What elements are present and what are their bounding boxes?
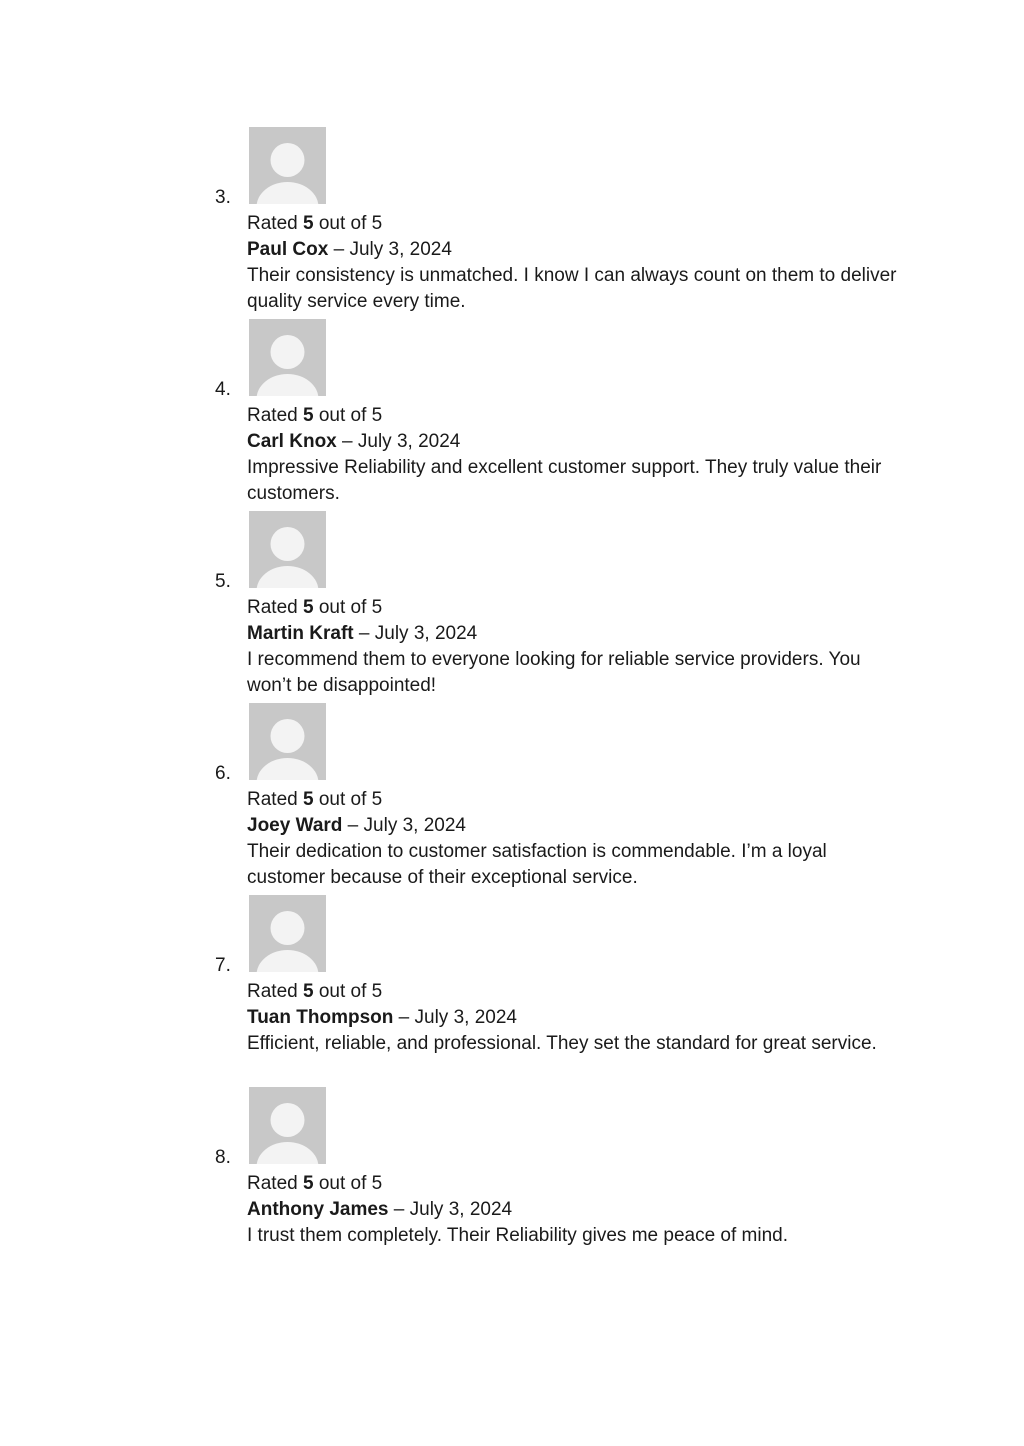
review-item bbox=[0, 703, 1024, 895]
review-date: July 3, 2024 bbox=[349, 239, 452, 260]
review-number: 6. bbox=[215, 763, 231, 784]
author-line bbox=[247, 813, 907, 839]
date-separator: – bbox=[393, 1199, 405, 1220]
default-user-avatar-icon bbox=[249, 511, 326, 588]
rating-prefix: Rated bbox=[247, 1173, 298, 1194]
review-author: Carl Knox bbox=[247, 431, 337, 452]
review-author: Paul Cox bbox=[247, 239, 329, 260]
author-line bbox=[247, 1197, 907, 1223]
review-text: I trust them completely. Their Reliability gives me peace of mind. bbox=[247, 1225, 789, 1246]
review-text: Impressive Reliability and excellent customer support. They truly value their customers. bbox=[247, 457, 882, 504]
author-line bbox=[247, 1005, 907, 1031]
review-item bbox=[0, 127, 1024, 319]
rating-line bbox=[247, 403, 907, 429]
rating-line bbox=[247, 787, 907, 813]
rating-line bbox=[247, 595, 907, 621]
rating-suffix: out of 5 bbox=[318, 213, 383, 234]
review-number: 3. bbox=[215, 187, 231, 208]
author-line bbox=[247, 621, 907, 647]
review-author: Martin Kraft bbox=[247, 623, 354, 644]
review-author: Joey Ward bbox=[247, 815, 343, 836]
review-date: July 3, 2024 bbox=[357, 431, 461, 452]
review-author: Tuan Thompson bbox=[247, 1007, 394, 1028]
review-author: Anthony James bbox=[247, 1199, 389, 1220]
date-separator: – bbox=[398, 1007, 410, 1028]
avatar bbox=[249, 895, 326, 972]
avatar bbox=[249, 1087, 326, 1164]
rating-value: 5 bbox=[302, 405, 314, 426]
review-date: July 3, 2024 bbox=[363, 815, 466, 836]
review-item bbox=[0, 511, 1024, 703]
rating-suffix: out of 5 bbox=[318, 981, 383, 1002]
review-number: 7. bbox=[215, 955, 231, 976]
date-separator: – bbox=[358, 623, 370, 644]
rating-line bbox=[247, 979, 907, 1005]
review-date: July 3, 2024 bbox=[409, 1199, 513, 1220]
review-date: July 3, 2024 bbox=[414, 1007, 517, 1028]
rating-suffix: out of 5 bbox=[318, 405, 383, 426]
review-body bbox=[247, 595, 907, 699]
review-body bbox=[247, 787, 907, 891]
default-user-avatar-icon bbox=[249, 1087, 326, 1164]
rating-suffix: out of 5 bbox=[318, 597, 383, 618]
rating-value: 5 bbox=[302, 1173, 314, 1194]
review-body bbox=[247, 979, 907, 1057]
rating-suffix: out of 5 bbox=[318, 1173, 383, 1194]
rating-line bbox=[247, 1171, 907, 1197]
rating-prefix: Rated bbox=[247, 597, 298, 618]
review-item bbox=[0, 895, 1024, 1087]
review-item bbox=[0, 1087, 1024, 1279]
rating-value: 5 bbox=[302, 981, 314, 1002]
rating-value: 5 bbox=[302, 597, 314, 618]
review-text: Their consistency is unmatched. I know I can always count on them to deliver quality service every time. bbox=[247, 265, 897, 312]
review-number: 5. bbox=[215, 571, 231, 592]
review-text: Their dedication to customer satisfaction is commendable. I’m a loyal customer because of their exceptional service. bbox=[247, 841, 827, 888]
default-user-avatar-icon bbox=[249, 127, 326, 204]
rating-suffix: out of 5 bbox=[318, 789, 383, 810]
review-list bbox=[0, 127, 1024, 1279]
avatar bbox=[249, 511, 326, 588]
avatar bbox=[249, 703, 326, 780]
author-line bbox=[247, 429, 907, 455]
default-user-avatar-icon bbox=[249, 319, 326, 396]
rating-prefix: Rated bbox=[247, 789, 298, 810]
rating-value: 5 bbox=[302, 789, 314, 810]
review-body bbox=[247, 211, 907, 315]
avatar bbox=[249, 127, 326, 204]
review-text: Efficient, reliable, and professional. They set the standard for great service. bbox=[247, 1033, 877, 1054]
default-user-avatar-icon bbox=[249, 703, 326, 780]
date-separator: – bbox=[347, 815, 359, 836]
date-separator: – bbox=[333, 239, 345, 260]
review-text: I recommend them to everyone looking for reliable service providers. You won’t be disappointed! bbox=[247, 649, 861, 696]
rating-prefix: Rated bbox=[247, 405, 298, 426]
rating-prefix: Rated bbox=[247, 213, 298, 234]
review-item bbox=[0, 319, 1024, 511]
author-line bbox=[247, 237, 907, 263]
review-date: July 3, 2024 bbox=[374, 623, 478, 644]
rating-line bbox=[247, 211, 907, 237]
review-body bbox=[247, 1171, 907, 1249]
review-body bbox=[247, 403, 907, 507]
avatar bbox=[249, 319, 326, 396]
review-number: 4. bbox=[215, 379, 231, 400]
review-number: 8. bbox=[215, 1147, 231, 1168]
rating-prefix: Rated bbox=[247, 981, 298, 1002]
rating-value: 5 bbox=[302, 213, 314, 234]
date-separator: – bbox=[342, 431, 353, 452]
default-user-avatar-icon bbox=[249, 895, 326, 972]
